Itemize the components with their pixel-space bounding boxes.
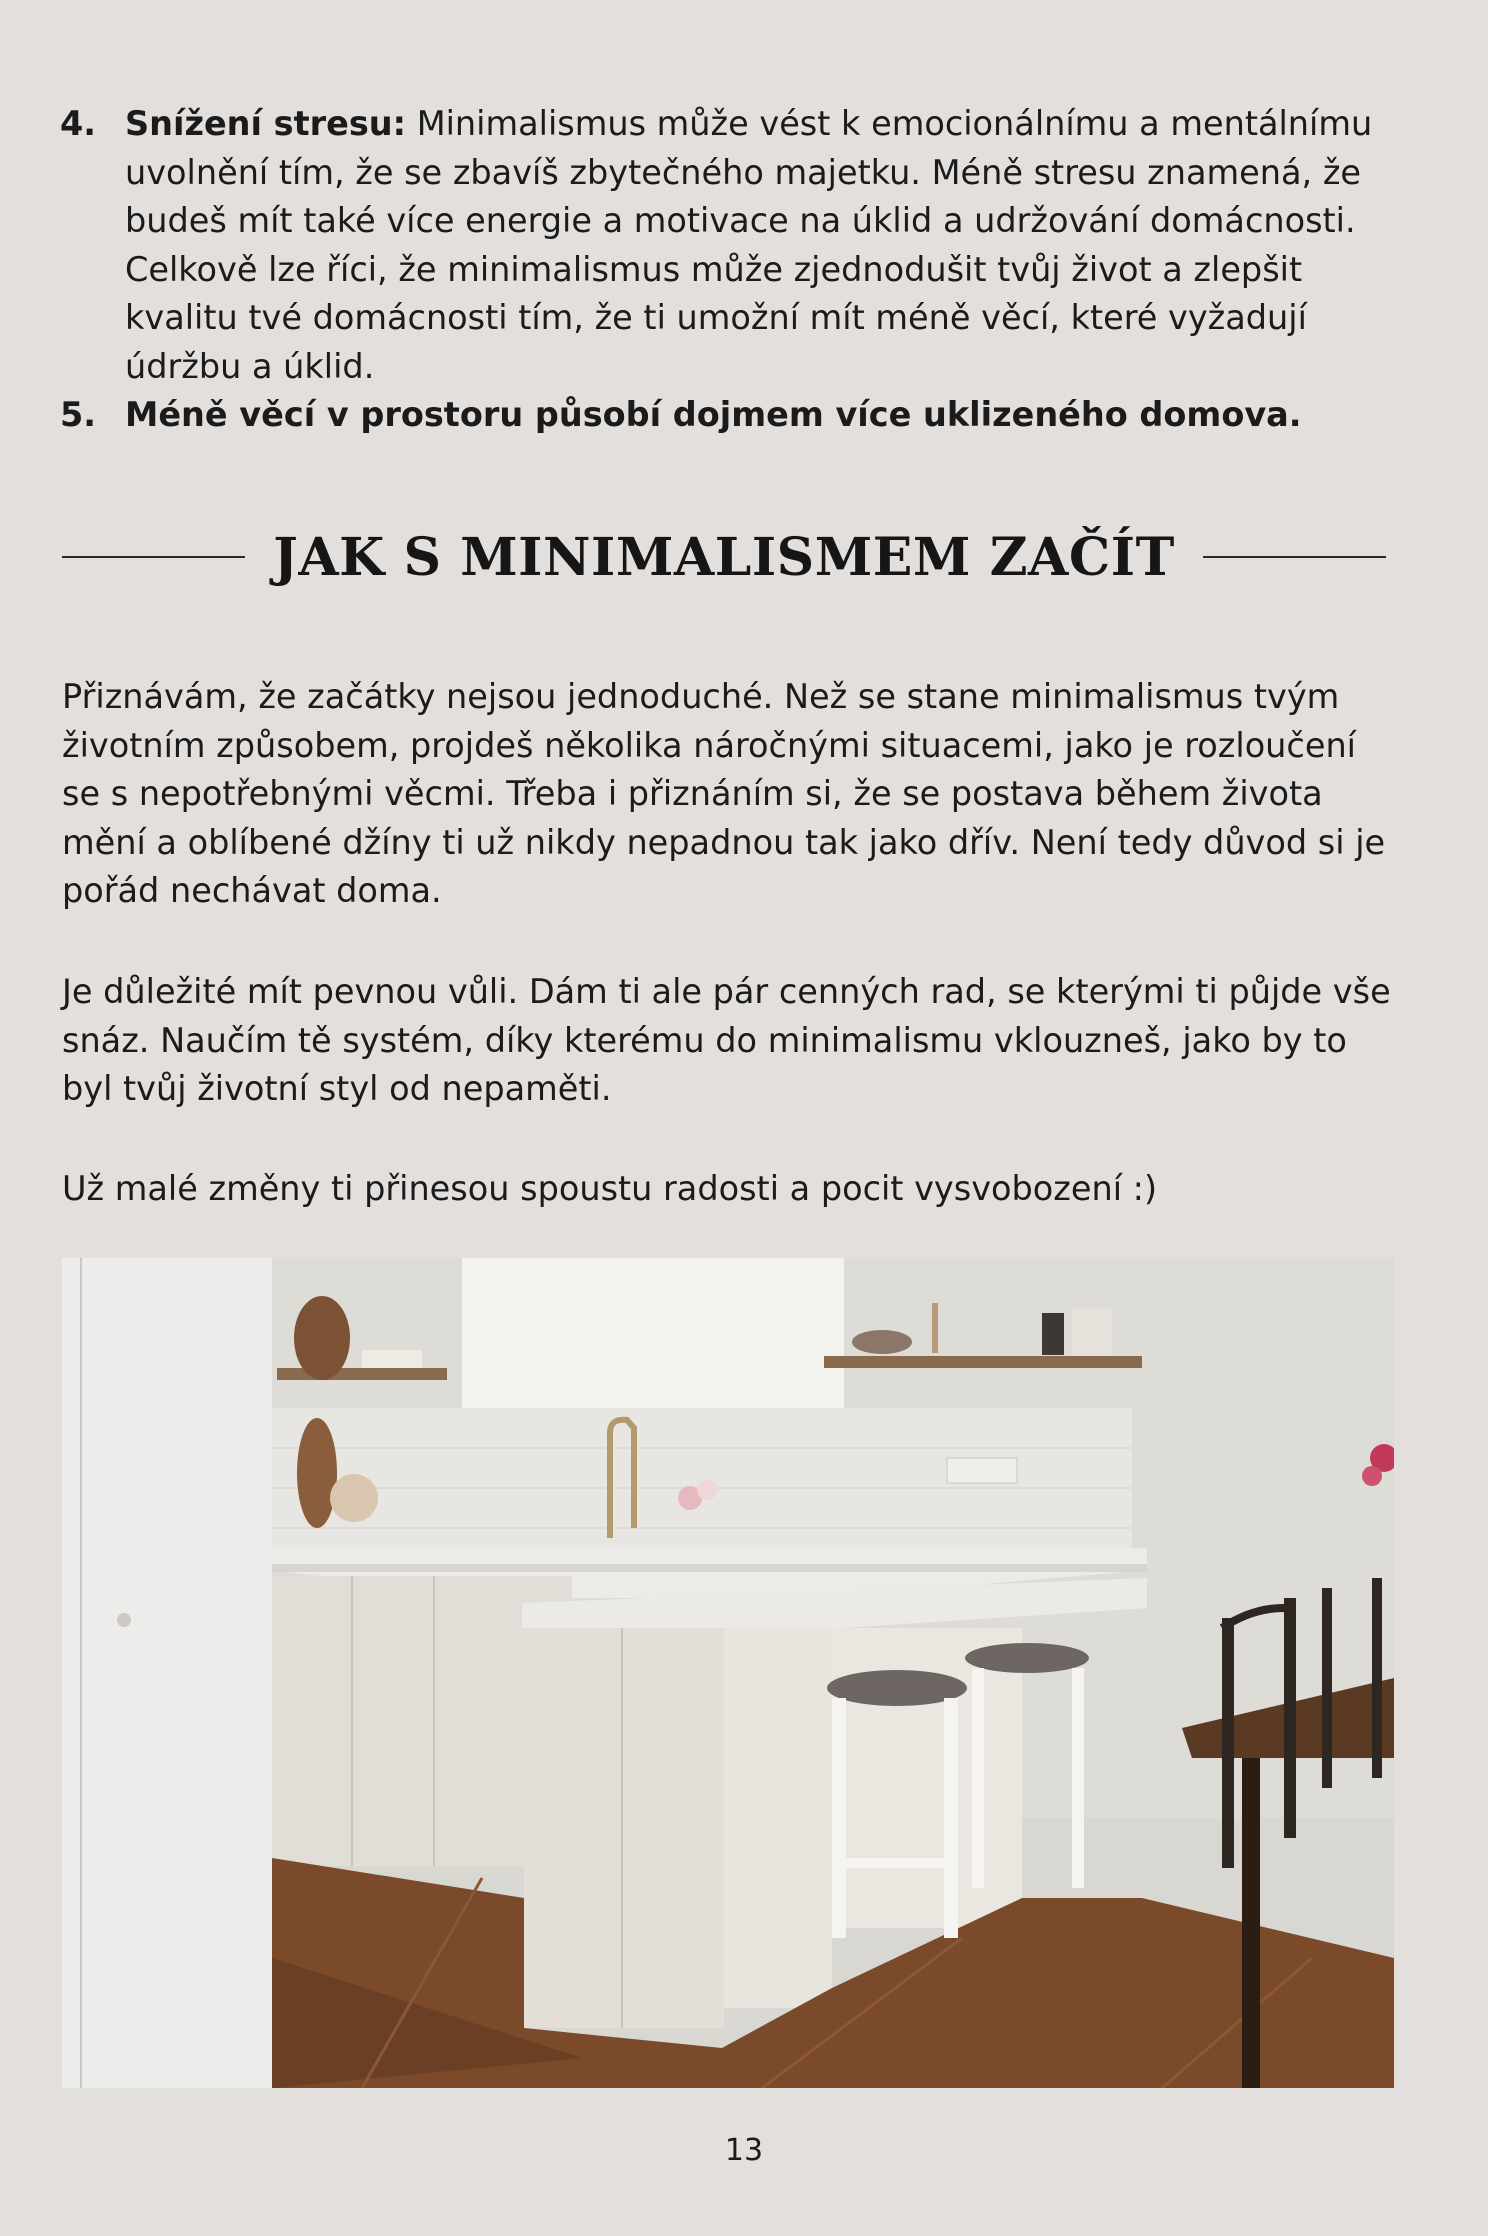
page-number: 13 — [724, 2133, 764, 2168]
heading-rule-right — [1203, 556, 1386, 558]
paragraph: Je důležité mít pevnou vůli. Dám ti ale pár cenných rad, se kterými ti půjde vše snáz. Naučím tě systém, díky kterému do minimalismu vklouzneš, jako by to byl tvůj životní styl od nepaměti. — [62, 972, 1391, 1108]
list-item-title: Méně věcí v prostoru působí dojmem více uklizeného domova. — [125, 395, 1302, 434]
list-item-title: Snížení stresu: — [125, 104, 407, 143]
list-number: 5. — [60, 395, 97, 434]
paragraph: Přiznávám, že začátky nejsou jednoduché. Než se stane minimalismus tvým životním způsobem, projdeš několika náročnými situacemi, jako je rozloučení se s nepotřebnými věcmi. Třeba i přiznáním si, že se postava během života mění a oblíbené džíny ti už nikdy nepadnou tak jako dřív. Není tedy důvod si je pořád nechávat doma. — [62, 677, 1386, 910]
kitchen-illustration — [62, 1258, 1394, 2088]
list-item-text: Minimalismus může vést k emocionálnímu a mentálnímu uvolnění tím, že se zbavíš zbytečného majetku. Méně stresu znamená, že budeš mít také více energie a motivace na úklid a udržování domácnosti. Celkově lze říci, že minimalismus může zjednodušit tvůj život a zlepšit kvalitu tvé domácnosti tím, že ti umožní mít méně věcí, které vyžadují údržbu a úklid. — [125, 104, 1373, 386]
kitchen-photo — [62, 1258, 1394, 2088]
section-heading — [62, 522, 1386, 592]
paragraph: Už malé změny ti přinesou spoustu radosti a pocit vysvobození :) — [62, 1169, 1158, 1208]
list-number: 4. — [60, 104, 97, 143]
heading-rule-left — [62, 556, 245, 558]
list-item — [60, 391, 1380, 440]
numbered-list — [60, 100, 1380, 440]
list-item — [60, 100, 1380, 391]
section-title: JAK S MINIMALISMEM ZAČÍT — [273, 526, 1175, 588]
